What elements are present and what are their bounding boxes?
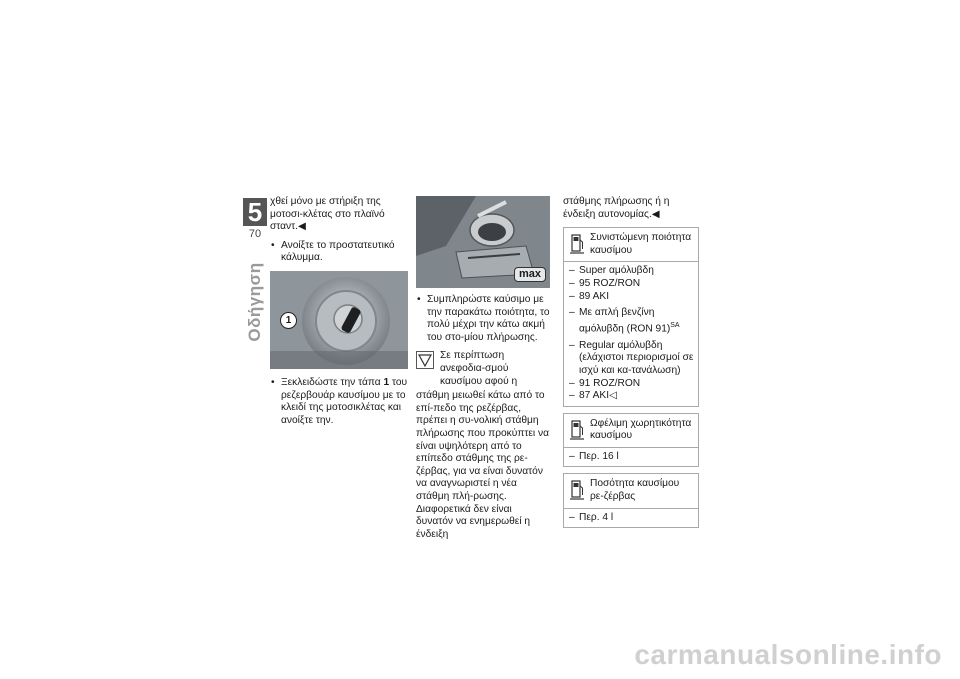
- spec-box-fuel-quality: [563, 227, 699, 407]
- max-badge: [514, 267, 546, 282]
- col1-bullet-1: • Ανοίξτε το προστατευτικό κάλυμμα.: [270, 240, 410, 265]
- warning-lead: Σε περίπτωση ανεφοδια-σμού καυσίμου αφού η: [440, 350, 518, 387]
- spec-line: – 91 ROZ/RON: [568, 378, 694, 391]
- spec-line: – Regular αμόλυβδη (ελάχιστοι περιορισμοί σε ισχύ και κα-τανάλωση): [568, 340, 694, 378]
- spec-box-header: [564, 228, 698, 262]
- spec-box-reserve: [563, 473, 699, 528]
- col1-bullet-2: [270, 377, 410, 427]
- spec-line-text: Με απλή βενζίνη αμόλυβδη (RON 91): [579, 307, 671, 335]
- col1-bullet-2-post: του ρεζερβουάρ καυσίμου με το κλειδί της μοτοσικλέτας και ανοίξτε την.: [281, 376, 408, 426]
- fuel-pump-icon: [570, 478, 584, 502]
- spec-box-header: [564, 474, 698, 508]
- fuel-pump-icon: [570, 232, 584, 256]
- spec-line: – Περ. 16 l: [568, 451, 694, 464]
- fuel-cap-photo: [270, 271, 408, 369]
- chapter-title: Οδήγηση: [245, 262, 264, 342]
- warning-triangle-icon: [416, 351, 434, 369]
- column-3: [563, 196, 699, 534]
- spec-box-body: [564, 509, 698, 528]
- column-1: [270, 196, 410, 433]
- spec-box-header: [564, 414, 698, 448]
- warning-body: στάθμη μειωθεί κάτω από το επί-πεδο της ρεζέρβας, πρέπει η συ-νολική στάθμη πλήρωσης που προκύπτει να είναι υψηλότερη από το επίπεδο στάθμης της ρε-ζέρβας, για να είναι δυνατόν να αναγνωριστεί η νέα στάθμη πλή-ρωσης. Διαφορετικά δεν είναι δυνατόν να ενημερωθεί η ένδειξη: [416, 390, 550, 540]
- max-badge-label: max: [518, 268, 541, 281]
- spec-box-title: Συνιστώμενη ποιότητα καυσίμου: [590, 232, 692, 256]
- chapter-number: 5: [243, 198, 267, 226]
- spec-box-title: Ωφέλιμη χωρητικότητα καυσίμου: [590, 417, 692, 442]
- column-2: [416, 196, 550, 547]
- spec-box-title: Ποσότητα καυσίμου ρε-ζέρβας: [590, 478, 680, 503]
- spec-box-usable-capacity: [563, 413, 699, 468]
- spec-box-body: [564, 448, 698, 467]
- optional-equipment-mark: SA: [670, 321, 680, 329]
- fuel-pump-icon: [570, 418, 584, 442]
- callout-1-label: 1: [285, 314, 292, 326]
- col1-bullet-2-num: 1: [383, 376, 390, 388]
- col2-bullet-1: • Συμπληρώστε καύσιμο με την παρακάτω ποιότητα, το πολύ μέχρι την κάτω ακμή του στο-μίου πλήρωσης.: [416, 294, 550, 344]
- col1-bullet-2-pre: Ξεκλειδώστε την τάπα: [281, 376, 384, 388]
- col3-intro: στάθμης πλήρωσης ή η ένδειξη αυτονομίας.◀: [563, 196, 670, 220]
- col1-intro: χθεί μόνο με στήριξη της μοτοσι-κλέτας στο πλαϊνό σταντ.◀: [270, 196, 385, 233]
- spec-line: – 95 ROZ/RON: [568, 278, 694, 291]
- spec-box-body: [564, 262, 698, 405]
- page-number: 70: [248, 228, 262, 240]
- spec-line: – Super αμόλυβδη: [568, 265, 694, 278]
- spec-line: – 87 AKI◁: [568, 390, 694, 403]
- callout-1: [280, 312, 297, 329]
- spec-line: – 89 AKI: [568, 291, 694, 304]
- warning-note: [416, 350, 550, 388]
- watermark: carmanualsonline.info: [634, 639, 942, 670]
- spec-line: [568, 307, 694, 336]
- filler-neck-photo: [416, 196, 550, 288]
- spec-line: – Περ. 4 l: [568, 512, 694, 525]
